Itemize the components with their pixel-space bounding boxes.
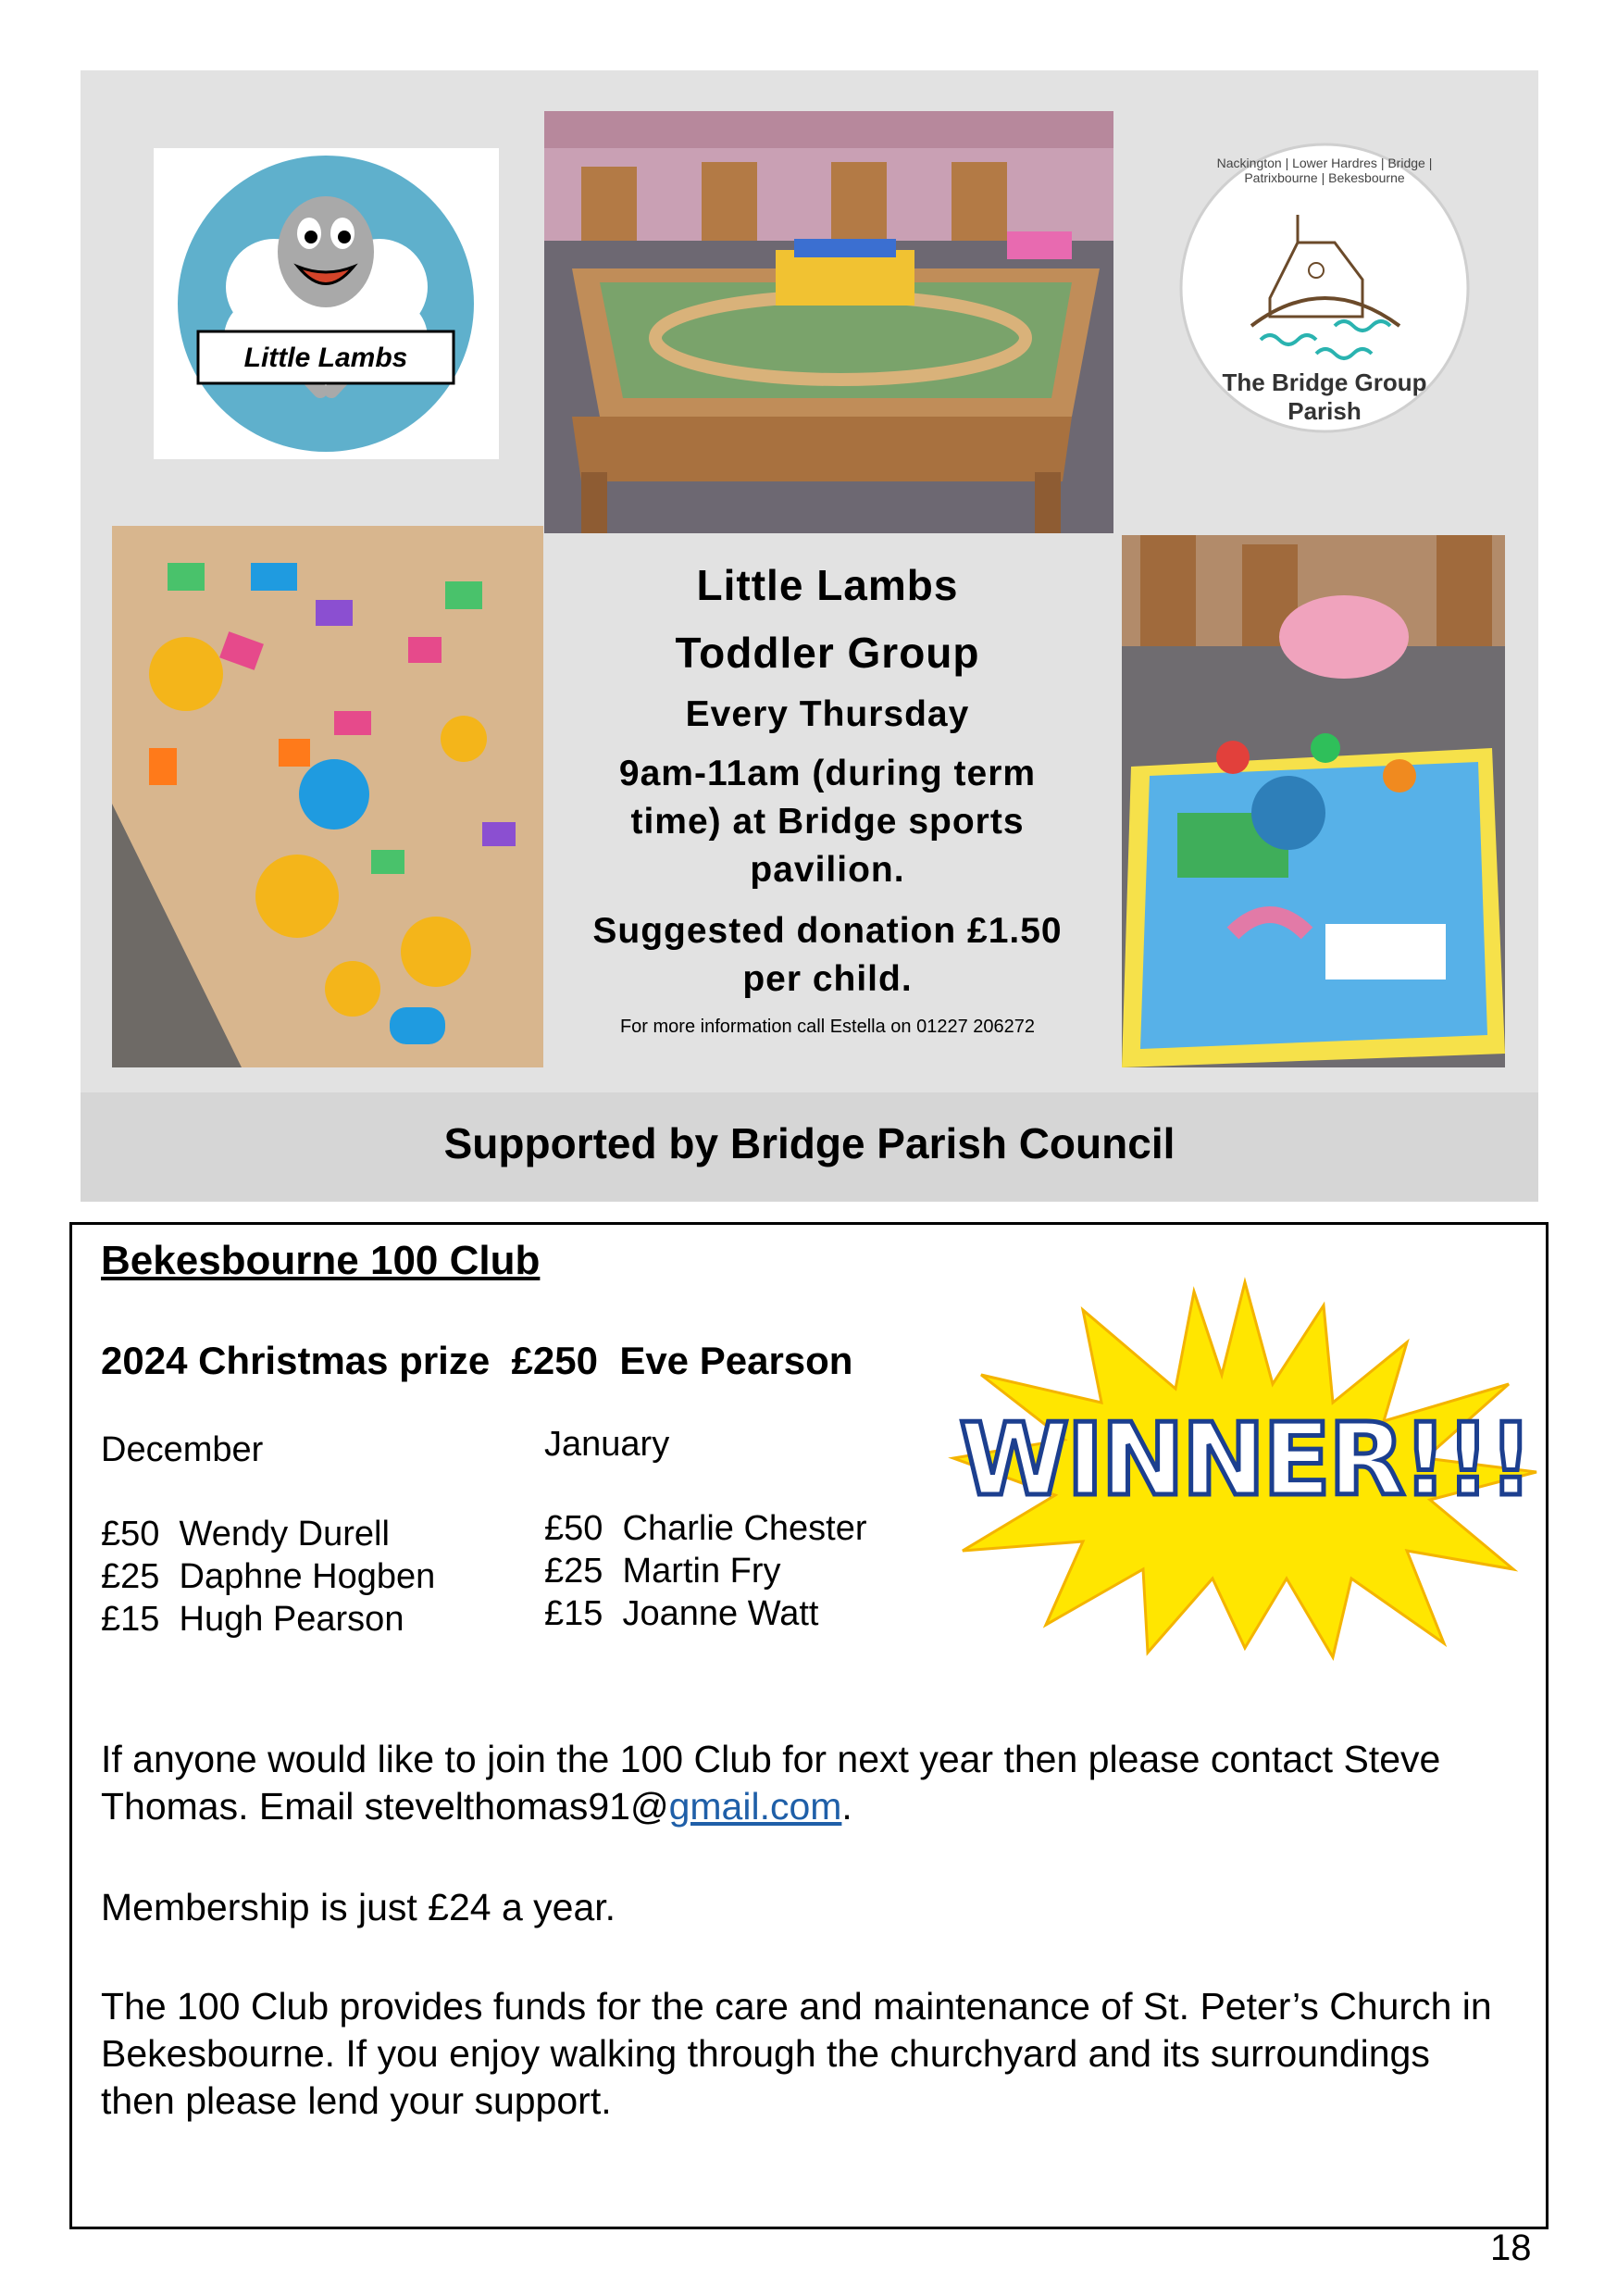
membership-paragraph: Membership is just £24 a year. [101, 1886, 616, 1928]
playdough-photo [112, 526, 543, 1067]
winner-starburst [944, 1273, 1546, 1662]
join-end: . [841, 1785, 852, 1828]
january-prize: £15 Joanne Watt [544, 1594, 819, 1633]
december-prize: £15 Hugh Pearson [101, 1600, 404, 1639]
christmas-prize: 2024 Christmas prize £250 Eve Pearson [101, 1339, 853, 1382]
december-prizes [101, 1513, 435, 1641]
join-text: If anyone would like to join the 100 Club for next year then please contact Steve Thomas. Email stevelthomas91@ [101, 1738, 1441, 1828]
december-prize: £50 Wendy Durell [101, 1515, 390, 1554]
join-paragraph [101, 1736, 1526, 1830]
little-lambs-logo [154, 148, 499, 459]
email-link[interactable]: gmail.com [668, 1785, 842, 1828]
hundred-club-title: Bekesbourne 100 Club [101, 1238, 541, 1283]
flyer-donation: Suggested donation £1.50 per child. [592, 911, 1063, 999]
december-heading: December [101, 1430, 264, 1469]
page-number: 18 [1490, 2227, 1532, 2268]
flyer-day: Every Thursday [685, 694, 970, 734]
january-prizes [544, 1507, 867, 1635]
january-prize: £25 Martin Fry [544, 1552, 781, 1591]
about-paragraph: The 100 Club provides funds for the care and maintenance of St. Peter’s Church in Bekesbourne. If you enjoy walking through the churchyard and its surroundings then please lend your support. [101, 1985, 1492, 2122]
toddler-group-info [544, 535, 1111, 1070]
parish-logo-ring-text: Nackington | Lower Hardres | Bridge | Patrixbourne | Bekesbourne [1216, 156, 1433, 185]
flyer-title-line1: Little Lambs [696, 561, 959, 609]
bridge-group-parish-logo [1177, 141, 1472, 435]
flyer-contact: For more information call Estella on 01227 206272 [619, 1017, 1036, 1037]
train-table-photo [544, 111, 1113, 533]
winner-text: WINNER!!! [959, 1403, 1531, 1518]
play-mat-photo [1122, 535, 1505, 1067]
january-heading: January [544, 1425, 670, 1464]
parish-logo-name: The Bridge Group Parish [1222, 368, 1427, 425]
little-lambs-logo-label: Little Lambs [243, 343, 408, 373]
supported-by-text: Supported by Bridge Parish Council [443, 1119, 1175, 1167]
supported-by-bar [81, 1092, 1538, 1202]
flyer-title-line2: Toddler Group [675, 629, 980, 677]
flyer-time-place: 9am-11am (during term time) at Bridge sports pavilion. [618, 754, 1037, 890]
january-prize: £50 Charlie Chester [544, 1509, 867, 1548]
december-prize: £25 Daphne Hogben [101, 1557, 436, 1596]
